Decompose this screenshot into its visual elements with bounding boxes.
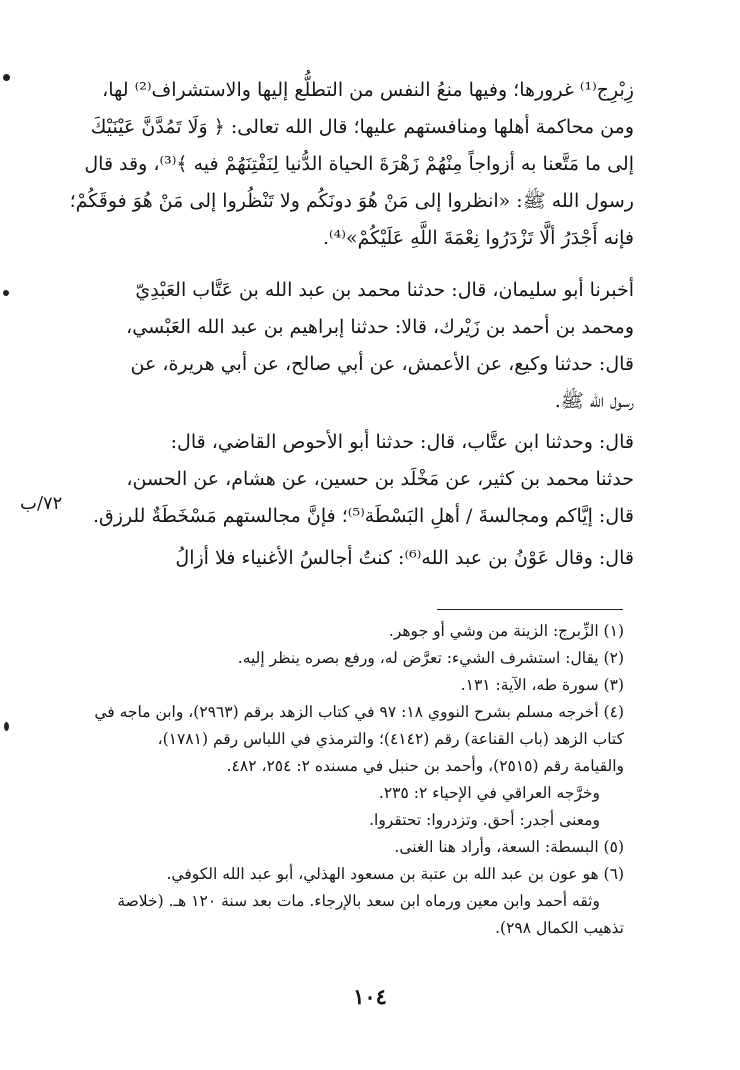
footnote-continuation: والقيامة رقم (٢٥١٥)، وأحمد بن حنبل في مسنده ٢: ٢٥٤، ٤٨٢.: [226, 757, 624, 775]
footnote: (٥) البسطة: السعة، وأراد هنا الغنى.: [394, 838, 624, 856]
margin-mark: [3, 74, 10, 81]
footnote: (٦) هو عون بن عبد الله بن عتبة بن مسعود الهذلي، أبو عبد الله الكوفي.: [166, 865, 624, 883]
footnote: (٤) أخرجه مسلم بشرح النووي ١٨: ٩٧ في كتاب الزهد برقم (٢٩٦٣)، وابن ماجه في: [94, 703, 624, 721]
footnote-continuation: وخرَّجه العراقي في الإحياء ٢: ٢٣٥.: [378, 784, 600, 802]
footnote-continuation: كتاب الزهد (باب القناعة) رقم (٤١٤٢)؛ والترمذي في اللباس رقم (١٧٨١)،: [157, 730, 624, 748]
footnote: (٣) سورة طه، الآية: ١٣١.: [460, 676, 624, 694]
paragraph-3: [64, 424, 634, 535]
paragraph-4: [64, 540, 634, 577]
margin-mark: [4, 722, 9, 731]
text-line: حدثنا محمد بن كثير، عن مَخْلَد بن حسين، عن هشام، عن الحسن،: [126, 468, 634, 490]
text-line: رسول الله ﷺ: «انظروا إلى مَنْ هُوَ دونَكُم ولا تَنْظُروا إلى مَنْ هُوَ فوقَكُمْ؛: [69, 190, 634, 212]
manuscript-folio-marker: ٧٢/ب: [20, 493, 63, 514]
footnote-continuation: ومعنى أجدر: أحق. وتزدروا: تحتقروا.: [369, 811, 600, 829]
footnote-separator: [437, 609, 623, 610]
text-line: قال: وقال عَوْنُ بن عبد الله⁽⁶⁾: كنتُ أجالسُ الأغنياء فلا أزالُ: [175, 547, 634, 569]
footnote-continuation: تذهيب الكمال ٢٩٨).: [495, 919, 624, 937]
text-line: ومحمد بن أحمد بن زَيْرك، قالا: حدثنا إبراهيم بن عبد الله العَبْسي،: [126, 316, 634, 338]
text-line: زِبْرِج⁽¹⁾ غرورها؛ وفيها منعُ النفس من التطلُّع إليها والاستشراف⁽²⁾ لها،: [102, 79, 634, 101]
text-line: رسول الله ﷺ.: [554, 390, 634, 412]
paragraph-2: [64, 272, 634, 420]
page-number: ١٠٤: [353, 984, 387, 1009]
footnote-continuation: وثقه أحمد وابن معين ورماه ابن سعد بالإرجاء. مات بعد سنة ١٢٠ هـ. (خلاصة: [117, 892, 600, 910]
text-line: ومن محاكمة أهلها ومنافستهم عليها؛ قال الله تعالى: ﴿ وَلَا تَمُدَّنَّ عَيْنَيْكَ: [90, 116, 634, 138]
footnote: (٢) يقال: استشرف الشيء: تعرَّض له، ورفع بصره ينظر إليه.: [237, 649, 624, 667]
footnote: (١) الزِّبرج: الزينة من وشي أو جوهر.: [388, 622, 624, 640]
footnotes: [64, 618, 624, 942]
text-line: قال: إيَّاكم ومجالسةَ / أهلِ البَسْطَة⁽⁵⁾؛ فإنَّ مجالستهم مَسْخَطَةٌ للرزق.: [92, 505, 634, 527]
paragraph-1: [64, 72, 634, 257]
text-line: قال: حدثنا وكيع، عن الأعمش، عن أبي صالح، عن أبي هريرة، عن: [130, 353, 634, 375]
margin-mark: [3, 290, 9, 296]
text-line: إلى ما مَتَّعنا به أزواجاً مِنْهُمْ زَهْرَةَ الحياة الدُّنيا لِنَفْتِنَهُمْ فيه ﴾⁽³⁾، وقد قال: [84, 153, 634, 175]
text-line: فإنه أَجْدَرُ ألَّا تَزْدَرُوا نِعْمَةَ اللَّهِ عَلَيْكُمْ»⁽⁴⁾.: [322, 227, 634, 249]
text-line: قال: وحدثنا ابن عتَّاب، قال: حدثنا أبو الأحوص القاضي، قال:: [170, 431, 634, 453]
text-line: أخبرنا أبو سليمان، قال: حدثنا محمد بن عبد الله بن عَتَّاب العَبْدِيّ: [135, 279, 634, 301]
